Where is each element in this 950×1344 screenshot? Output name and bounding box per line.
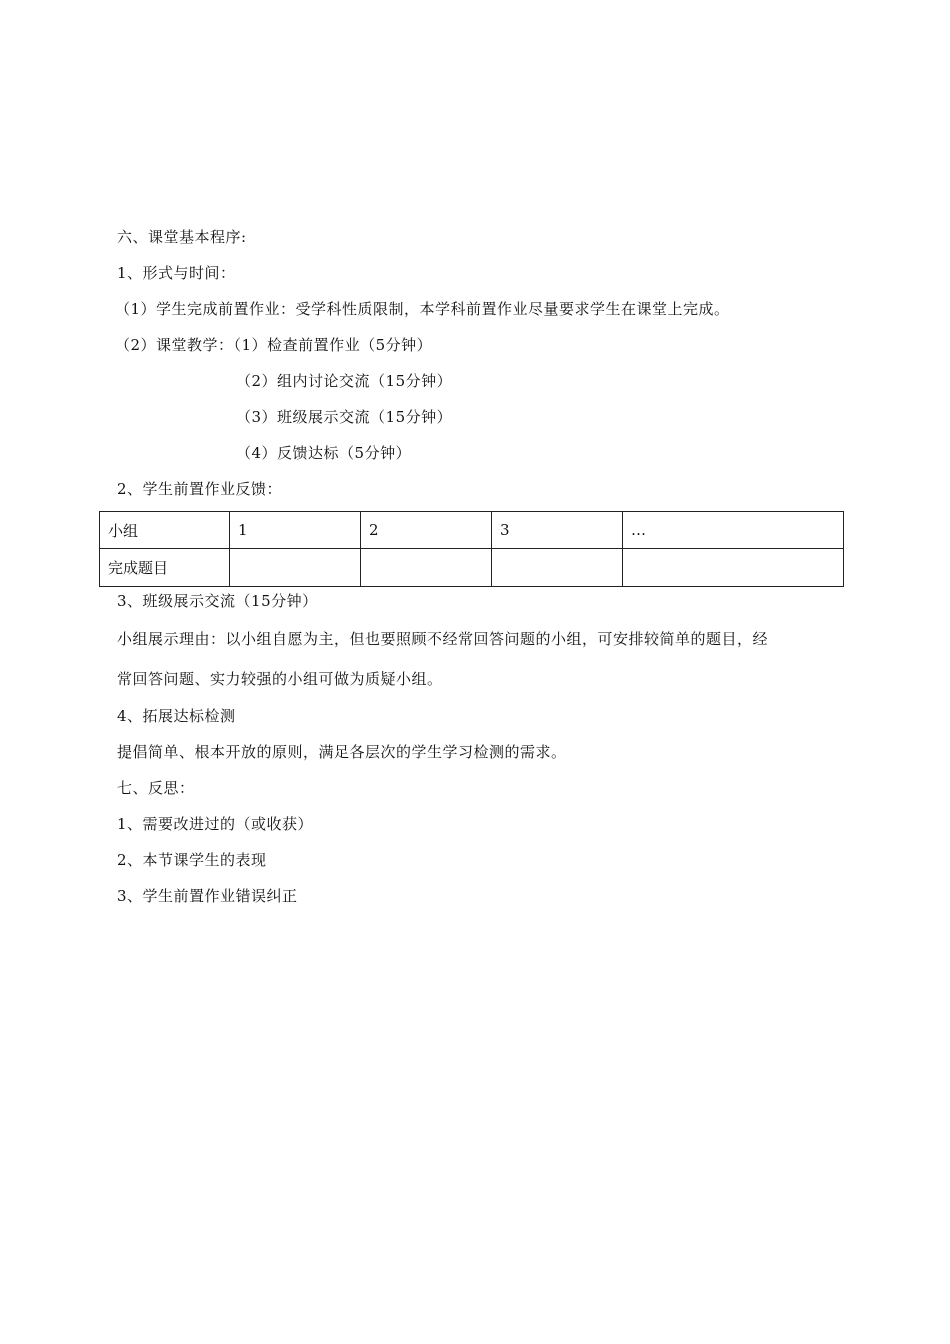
sub1-item2-step: （2）组内讨论交流（15分钟） xyxy=(236,372,453,390)
table-header-cell: … xyxy=(623,512,844,549)
table-cell: 完成题目 xyxy=(100,549,230,587)
table-cell xyxy=(623,549,844,587)
sub3-paragraph-line: 常回答问题、实力较强的小组可做为质疑小组。 xyxy=(117,670,443,688)
table-header-cell: 2 xyxy=(361,512,492,549)
sub3-title: 3、班级展示交流（15分钟） xyxy=(117,592,318,610)
reflection-item: 1、需要改进过的（或收获） xyxy=(117,815,314,833)
table-row xyxy=(100,512,844,549)
sub1-item1: （1）学生完成前置作业：受学科性质限制，本学科前置作业尽量要求学生在课堂上完成。 xyxy=(115,300,730,318)
sub1-item2-step: （4）反馈达标（5分钟） xyxy=(236,444,412,462)
sub1-item2-step: （3）班级展示交流（15分钟） xyxy=(236,408,453,426)
section7-heading: 七、反思： xyxy=(117,779,195,797)
sub2-title: 2、学生前置作业反馈： xyxy=(117,480,283,498)
table-header-cell: 1 xyxy=(230,512,361,549)
sub4-title: 4、拓展达标检测 xyxy=(117,707,236,725)
table-cell xyxy=(361,549,492,587)
table-row xyxy=(100,549,844,587)
feedback-table xyxy=(99,511,844,587)
table-cell xyxy=(492,549,623,587)
table-header-cell: 3 xyxy=(492,512,623,549)
table-header-cell: 小组 xyxy=(100,512,230,549)
reflection-item: 2、本节课学生的表现 xyxy=(117,851,267,869)
reflection-item: 3、学生前置作业错误纠正 xyxy=(117,887,298,905)
table-cell xyxy=(230,549,361,587)
sub1-title: 1、形式与时间： xyxy=(117,264,236,282)
section6-heading: 六、课堂基本程序: xyxy=(117,228,247,246)
sub1-item2-intro: （2）课堂教学：（1）检查前置作业（5分钟） xyxy=(115,336,433,354)
sub4-paragraph: 提倡简单、根本开放的原则，满足各层次的学生学习检测的需求。 xyxy=(117,743,567,761)
sub3-paragraph-line: 小组展示理由：以小组自愿为主，但也要照顾不经常回答问题的小组，可安排较简单的题目，经 xyxy=(117,630,769,648)
